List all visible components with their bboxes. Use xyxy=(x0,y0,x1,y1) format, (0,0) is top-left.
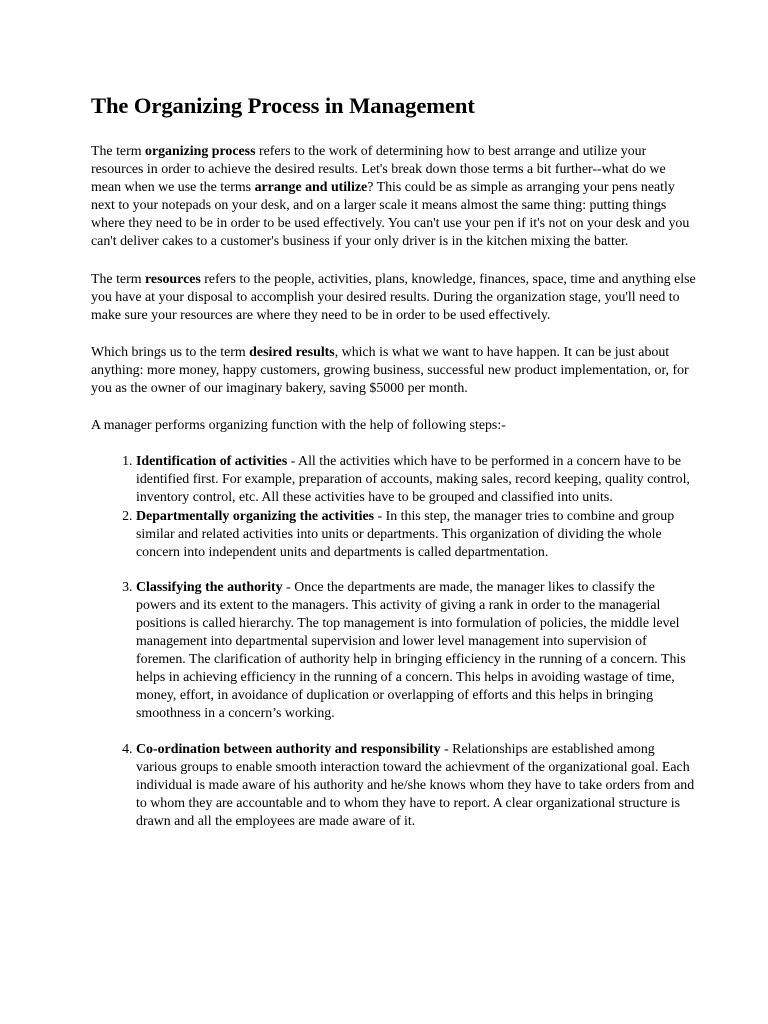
step-text: - Relationships are established among various groups to enable smooth interaction toward the achievment of the organizational goal. Each individual is made aware of his authority and he/she knows whom they have to take orders from and to whom they are accountable and to whom they have to report. A clear organizational structure is drawn and all the employees are made aware of it. xyxy=(136,741,695,829)
page-title: The Organizing Process in Management xyxy=(91,93,475,118)
step-text: - In this step, the manager tries to combine and group similar and related activities into units or departments. This organization of dividing the whole concern into independent units and departments is called departmentation. xyxy=(136,508,675,560)
paragraph-resources xyxy=(91,271,698,325)
text-segment: refers to the people, activities, plans, knowledge, finances, space, time and anything else you have at your disposal to accomplish your desired results. During the organization stage, you'll need to make sure your resources are where they need to be in order to be used effectively. xyxy=(91,271,696,323)
text-segment: Which brings us to the term xyxy=(91,344,250,360)
paragraph-steps-intro: A manager performs organizing function with the help of following steps:- xyxy=(91,418,506,434)
text-segment: refers to the work of determining how to best arrange and utilize your resources in order to achieve the desired results. Let's break down those terms a bit further--what do we mean when we use the terms xyxy=(91,144,666,196)
text-segment: The term xyxy=(91,144,145,159)
steps-list xyxy=(91,453,698,831)
bold-term: desired results xyxy=(249,344,335,360)
step-title: Classifying the authority xyxy=(136,579,283,595)
text-segment: ? This could be as simple as arranging your pens neatly next to your notepads on your desk, and on a larger scale it means almost the same thing: putting things where they need to be in order to be used effectively. You can't use your pen if it's not on your desk and you can't deliver cakes to a customer's business if your only driver is in the kitchen mixing the batter. xyxy=(91,180,690,250)
text-segment: , which is what we want to have happen. It can be just about anything: more money, happy customers, growing business, successful new product implementation, or, for you as the owner of our imaginary bakery, saving $5000 per month. xyxy=(91,344,689,397)
bold-term: resources xyxy=(145,271,201,287)
step-title: Departmentally organizing the activities xyxy=(136,508,375,524)
bold-term: organizing process xyxy=(145,144,256,159)
step-title: Co-ordination between authority and responsibility xyxy=(136,741,441,757)
step-title: Identification of activities xyxy=(136,454,288,470)
list-item xyxy=(136,741,698,831)
list-item xyxy=(136,579,698,724)
bold-term: arrange and utilize xyxy=(254,180,368,196)
list-item xyxy=(136,453,698,507)
text-segment: The term xyxy=(91,271,145,287)
list-item xyxy=(136,508,698,562)
paragraph-organizing-process xyxy=(91,143,698,252)
step-text: - All the activities which have to be performed in a concern have to be identified first. For example, preparation of accounts, making sales, record keeping, quality control, inventory control, etc. All these activities have to be grouped and classified into units. xyxy=(136,454,690,506)
step-text: - Once the departments are made, the manager likes to classify the powers and its extent to the managers. This activity of giving a rank in order to the managerial positions is called hierarchy. The top management is into formulation of policies, the middle level management into departmental supervision and lower level management into supervision of foremen. The clarification of authority help in bringing efficiency in the running of a concern. This helps in achieving efficiency in the running of a concern. This helps in avoiding wastage of time, money, effort, in avoidance of duplication or overlapping of efforts and this helps in bringing smoothness in a concern’s working. xyxy=(136,579,686,722)
paragraph-desired-results xyxy=(91,344,698,398)
